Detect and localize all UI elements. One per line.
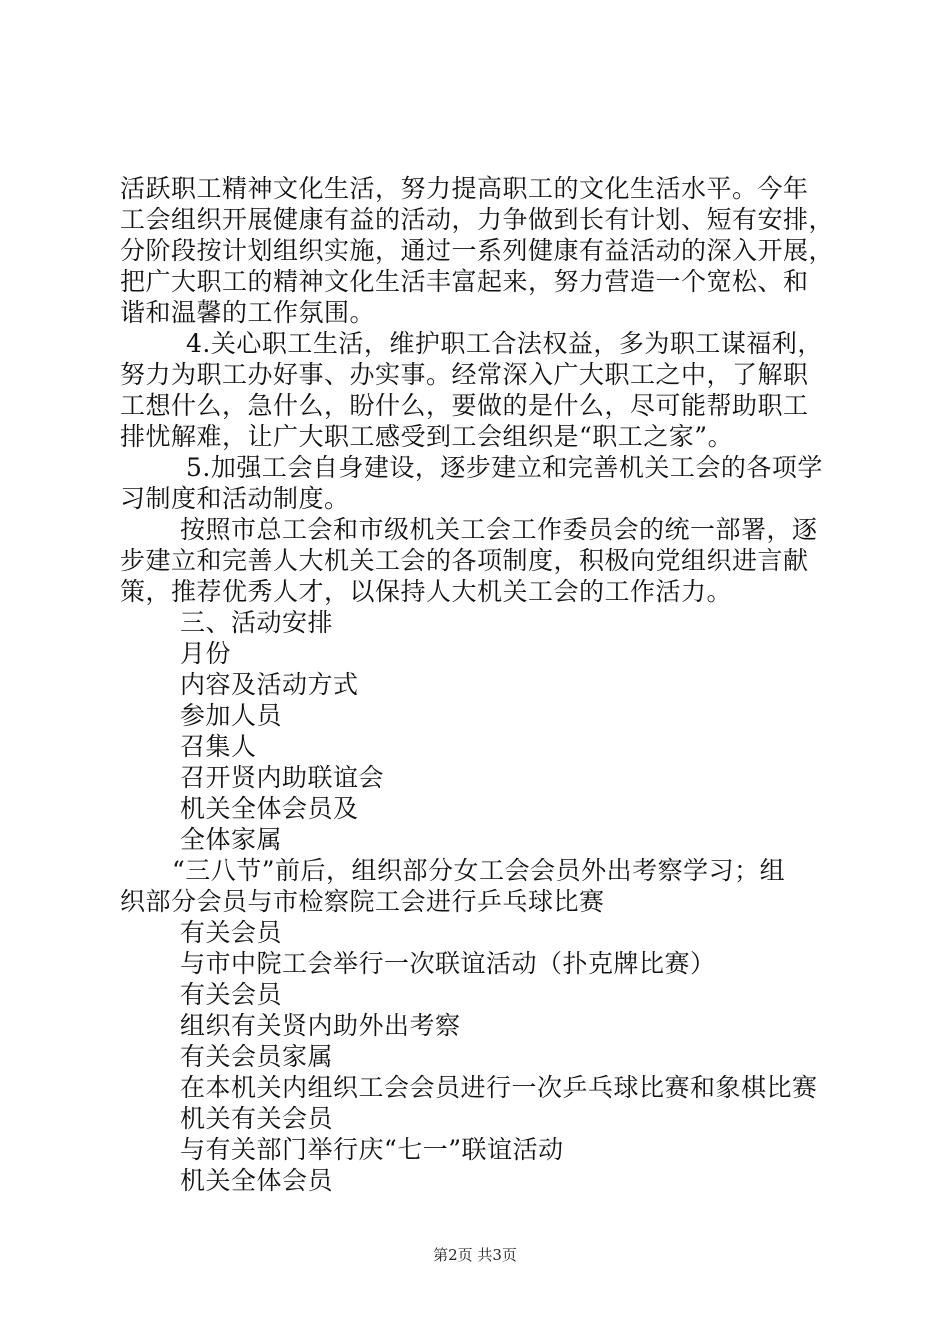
section-heading: 三、活动安排 <box>180 608 334 637</box>
text-line: 谐和温馨的工作氛围。 <box>120 298 376 327</box>
text-line: 机关全体会员 <box>180 1166 334 1195</box>
text-line: 活跃职工精神文化生活，努力提高职工的文化生活水平。今年 <box>120 174 809 203</box>
text-line: 有关会员家属 <box>180 1042 334 1071</box>
text-line: 召开贤内助联谊会 <box>180 763 385 792</box>
text-line: 排忧解难，让广大职工感受到工会组织是“职工之家”。 <box>120 422 734 451</box>
text-line: 与有关部门举行庆“七一”联谊活动 <box>180 1135 564 1164</box>
text-line: 全体家属 <box>180 825 283 854</box>
text-line: 有关会员 <box>180 918 283 947</box>
text-line: 机关全体会员及 <box>180 794 359 823</box>
text-line: 按照市总工会和市级机关工会工作委员会的统一部署，逐 <box>180 515 818 544</box>
text-line: 织部分会员与市检察院工会进行乒乓球比赛 <box>120 887 605 916</box>
text-line: 4.关心职工生活，维护职工合法权益，多为职工谋福利， <box>186 329 823 358</box>
text-line: 机关有关会员 <box>180 1104 334 1133</box>
text-line: 在本机关内组织工会会员进行一次乒乓球比赛和象棋比赛 <box>180 1073 818 1102</box>
text-line: 策，推荐优秀人才，以保持人大机关工会的工作活力。 <box>120 577 733 606</box>
page-number-footer: 第2页 共3页 <box>433 1246 517 1264</box>
text-line: 组织有关贤内助外出考察 <box>180 1011 461 1040</box>
text-line: 参加人员 <box>180 701 283 730</box>
text-line: 工想什么，急什么，盼什么，要做的是什么，尽可能帮助职工 <box>120 391 809 420</box>
text-line: 内容及活动方式 <box>180 670 359 699</box>
text-line: 习制度和活动制度。 <box>120 484 350 513</box>
text-line: 月份 <box>180 639 232 668</box>
text-line: 分阶段按计划组织实施，通过一系列健康有益活动的深入开展， <box>120 236 835 265</box>
text-line: 召集人 <box>180 732 257 761</box>
text-line: 与市中院工会举行一次联谊活动（扑克牌比赛） <box>180 949 716 978</box>
text-line: 把广大职工的精神文化生活丰富起来，努力营造一个宽松、和 <box>120 267 809 296</box>
text-line: 工会组织开展健康有益的活动，力争做到长有计划、短有安排， <box>120 205 835 234</box>
text-line: “三八节”前后，组织部分女工会会员外出考察学习；组 <box>172 856 786 885</box>
text-line: 努力为职工办好事、办实事。经常深入广大职工之中，了解职 <box>120 360 809 389</box>
text-line: 步建立和完善人大机关工会的各项制度，积极向党组织进言献 <box>120 546 809 575</box>
text-line: 有关会员 <box>180 980 283 1009</box>
text-line: 5.加强工会自身建设，逐步建立和完善机关工会的各项学 <box>186 453 823 482</box>
